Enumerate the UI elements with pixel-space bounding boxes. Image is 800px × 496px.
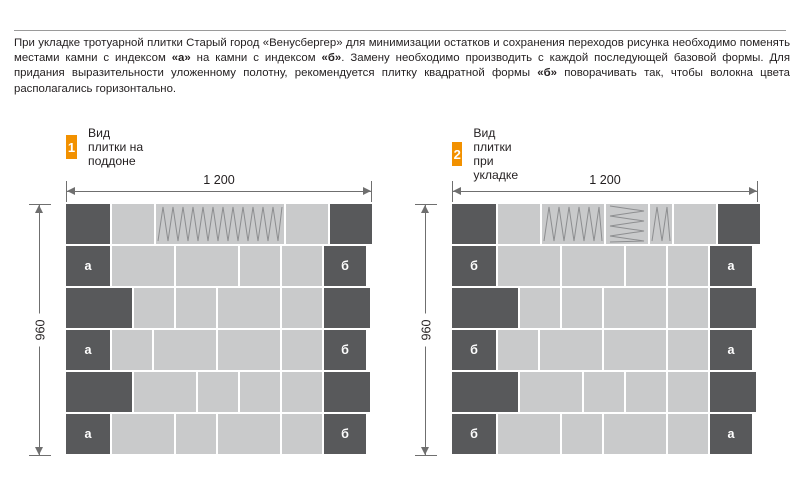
intro-paragraph [14, 36, 790, 97]
tile-light [668, 288, 708, 328]
tile-light [668, 414, 708, 454]
tile-light [218, 330, 280, 370]
tile-light [112, 330, 152, 370]
tile-light [198, 372, 238, 412]
intro-emphasis: «б» [537, 67, 557, 80]
tile-row [66, 414, 372, 454]
tile-light [218, 288, 280, 328]
width-dimension-label: 1 200 [582, 173, 628, 187]
tile-light [498, 414, 560, 454]
height-dimension [26, 204, 46, 456]
width-dimension-label: 1 200 [196, 173, 242, 187]
tile-label: а [84, 343, 92, 357]
tile-dark [718, 204, 760, 244]
tile-light [282, 288, 322, 328]
arrow-right-icon [363, 187, 371, 195]
tile-label: а [84, 259, 92, 273]
tile-dark [452, 288, 518, 328]
tile-dark [324, 372, 370, 412]
panel-header [452, 126, 532, 182]
tile-light [176, 246, 238, 286]
tile-light [668, 246, 708, 286]
height-dimension [412, 204, 432, 456]
tile-labeled-а [710, 246, 752, 286]
tile-light [604, 330, 666, 370]
tile-light [520, 288, 560, 328]
tile-dark [452, 204, 496, 244]
arrow-up-icon [421, 205, 429, 213]
tile-light [626, 372, 666, 412]
dimension-tick [29, 455, 51, 456]
tile-light [282, 372, 322, 412]
tile-labeled-б [452, 246, 496, 286]
tile-row [452, 330, 758, 370]
tile-row [452, 246, 758, 286]
tile-light [604, 414, 666, 454]
intro-text: на камни с индексом [190, 52, 322, 65]
tile-row [452, 288, 758, 328]
tile-layout-grid [452, 204, 758, 456]
tile-light [562, 414, 602, 454]
dimension-tick [415, 455, 437, 456]
tile-light [604, 288, 666, 328]
tile-row [452, 204, 758, 244]
tile-label: б [341, 259, 349, 273]
arrow-right-icon [749, 187, 757, 195]
tile-row [66, 246, 372, 286]
header-divider [14, 30, 786, 31]
tile-labeled-а [710, 414, 752, 454]
tile-light [650, 204, 672, 244]
tile-labeled-а [66, 330, 110, 370]
tile-label: а [727, 427, 735, 441]
tile-labeled-б [324, 246, 366, 286]
tile-light [498, 330, 538, 370]
tile-dark [66, 372, 132, 412]
tile-label: б [470, 259, 478, 273]
tile-labeled-а [66, 414, 110, 454]
intro-text: поворачивать так, чтобы волокна цвета располагались горизонтально. [14, 67, 791, 95]
tile-row [452, 372, 758, 412]
height-dimension-label: 960 [30, 313, 52, 346]
tile-label: б [341, 343, 349, 357]
tile-dark [710, 372, 756, 412]
height-dimension-label: 960 [416, 313, 438, 346]
panel-number-badge: 2 [452, 142, 462, 166]
panel-title: Вид плитки при укладке [473, 126, 519, 182]
tile-light [134, 288, 174, 328]
tile-dark [66, 288, 132, 328]
tile-light [668, 330, 708, 370]
tile-labeled-а [66, 246, 110, 286]
arrow-left-icon [67, 187, 75, 195]
tile-dark [66, 204, 110, 244]
tile-dark [330, 204, 372, 244]
tile-light [218, 414, 280, 454]
tile-light [584, 372, 624, 412]
tile-light [154, 330, 216, 370]
tile-light [498, 204, 540, 244]
tile-layout-grid [66, 204, 372, 456]
tile-light [562, 246, 624, 286]
tile-row [66, 330, 372, 370]
intro-text: . Замену необходимо производить с каждой последующей базовой формы. Для придания выразительности уложенному полотну, рекомендуется плитку квадратной формы [14, 52, 790, 80]
tile-light [282, 246, 322, 286]
tile-labeled-б [452, 414, 496, 454]
tile-light [112, 246, 174, 286]
tile-labeled-б [452, 330, 496, 370]
tile-light [240, 372, 280, 412]
tile-row [66, 372, 372, 412]
tile-label: а [84, 427, 92, 441]
tile-light [240, 246, 280, 286]
tile-labeled-б [324, 414, 366, 454]
tile-light [112, 414, 174, 454]
panel-number-badge: 1 [66, 135, 77, 159]
arrow-up-icon [35, 205, 43, 213]
arrow-down-icon [35, 447, 43, 455]
tile-light [134, 372, 196, 412]
tile-light [112, 204, 154, 244]
intro-emphasis: «б» [321, 52, 342, 65]
intro-text: При укладке тротуарной плитки Старый город «Венусбергер» для минимизации остатков и сохранения переходов рисунка необходимо поменять местами камни с индексом [14, 37, 790, 65]
tile-row [66, 288, 372, 328]
arrow-left-icon [453, 187, 461, 195]
tile-row [452, 414, 758, 454]
tile-light [156, 204, 284, 244]
tile-light [498, 246, 560, 286]
width-dimension [452, 173, 758, 196]
tile-labeled-б [324, 330, 366, 370]
tile-label: б [470, 343, 478, 357]
tile-light [176, 414, 216, 454]
tile-labeled-а [710, 330, 752, 370]
arrow-down-icon [421, 447, 429, 455]
tile-light [520, 372, 582, 412]
tile-label: а [727, 259, 735, 273]
tile-label: б [341, 427, 349, 441]
tile-light [542, 204, 604, 244]
tile-dark [710, 288, 756, 328]
tile-light [540, 330, 602, 370]
width-dimension [66, 173, 372, 196]
tile-dark [452, 372, 518, 412]
tile-light [282, 414, 322, 454]
tile-dark [324, 288, 370, 328]
dimension-line [66, 191, 372, 192]
tile-light [286, 204, 328, 244]
tile-label: а [727, 343, 735, 357]
tile-light [562, 288, 602, 328]
tile-light [282, 330, 322, 370]
tile-light [674, 204, 716, 244]
panel-header [66, 126, 149, 168]
tile-light [626, 246, 666, 286]
intro-emphasis: «а» [171, 52, 191, 65]
panel-title: Вид плитки на поддоне [88, 126, 144, 168]
tile-label: б [470, 427, 478, 441]
tile-light [668, 372, 708, 412]
tile-light [606, 204, 648, 244]
tile-row [66, 204, 372, 244]
tile-light [176, 288, 216, 328]
dimension-line [452, 191, 758, 192]
